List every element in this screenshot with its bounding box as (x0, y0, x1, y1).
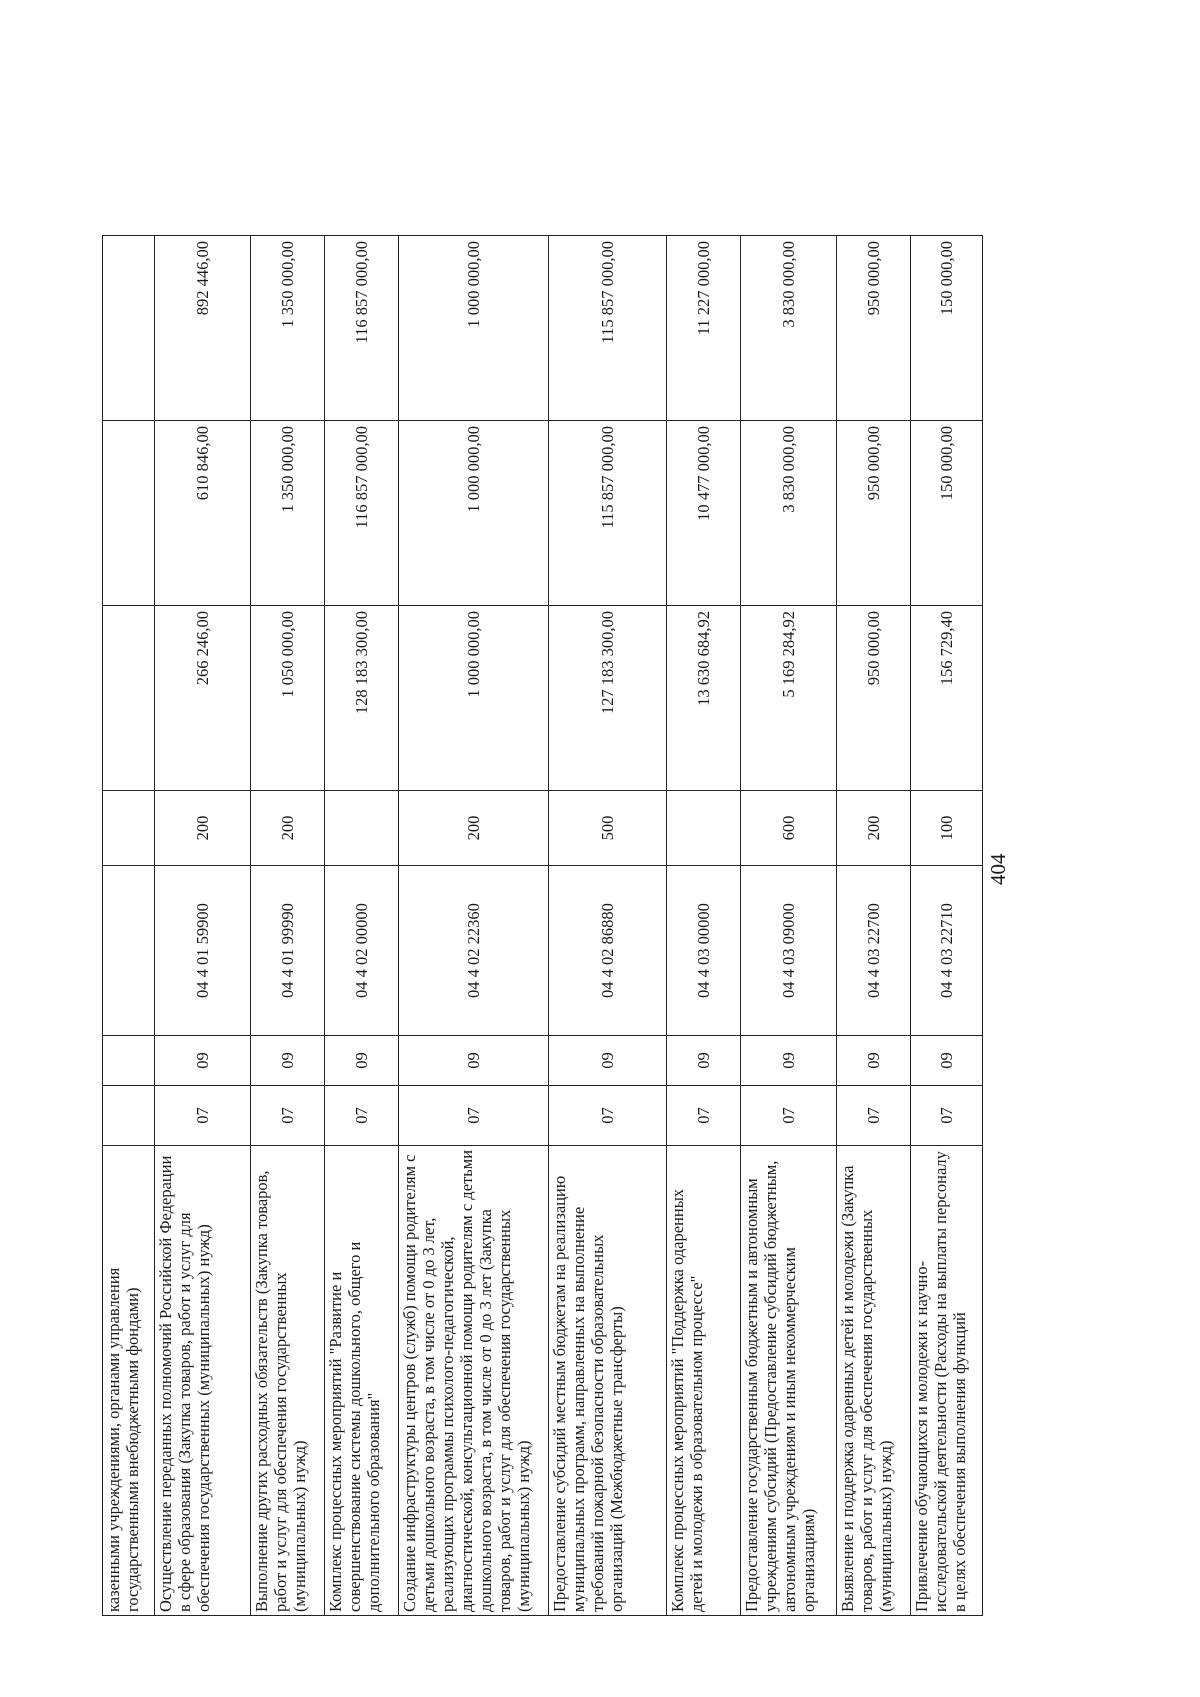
table-row (155, 236, 251, 1616)
section-code: 07 (399, 1086, 549, 1146)
section-code: 07 (911, 1086, 983, 1146)
amount-year-2: 115 857 000,00 (549, 421, 667, 606)
table-row (741, 236, 837, 1616)
section-code: 07 (251, 1086, 325, 1146)
expense-type-code: 600 (741, 791, 837, 866)
table-row (103, 236, 155, 1616)
amount-year-2: 150 000,00 (911, 421, 983, 606)
page-number: 404 (986, 853, 1010, 885)
subsection-code: 09 (251, 1036, 325, 1086)
section-code: 07 (741, 1086, 837, 1146)
section-code: 07 (837, 1086, 911, 1146)
amount-year-2: 610 846,00 (155, 421, 251, 606)
amount-year-2: 116 857 000,00 (325, 421, 399, 606)
table-row (911, 236, 983, 1616)
amount-year-3: 950 000,00 (837, 236, 911, 421)
section-code (103, 1086, 155, 1146)
target-article-code: 04 4 03 00000 (667, 866, 741, 1036)
budget-table (102, 235, 983, 1616)
row-description: Предоставление субсидий местным бюджетам на реализацию муниципальных программ, направленных на выполнение требований пожарной безопасности образовательных организаций (Межбюджетные трансферты) (549, 1146, 667, 1616)
table-row (549, 236, 667, 1616)
target-article-code: 04 4 02 22360 (399, 866, 549, 1036)
amount-year-1: 266 246,00 (155, 606, 251, 791)
amount-year-2: 10 477 000,00 (667, 421, 741, 606)
expense-type-code: 100 (911, 791, 983, 866)
amount-year-1: 1 000 000,00 (399, 606, 549, 791)
amount-year-1: 1 050 000,00 (251, 606, 325, 791)
section-code: 07 (325, 1086, 399, 1146)
expense-type-code: 200 (399, 791, 549, 866)
amount-year-1: 156 729,40 (911, 606, 983, 791)
subsection-code: 09 (667, 1036, 741, 1086)
subsection-code: 09 (837, 1036, 911, 1086)
target-article-code: 04 4 01 59900 (155, 866, 251, 1036)
table-row (837, 236, 911, 1616)
section-code: 07 (155, 1086, 251, 1146)
amount-year-2: 1 000 000,00 (399, 421, 549, 606)
amount-year-3: 1 350 000,00 (251, 236, 325, 421)
subsection-code: 09 (549, 1036, 667, 1086)
amount-year-3: 3 830 000,00 (741, 236, 837, 421)
target-article-code: 04 4 03 09000 (741, 866, 837, 1036)
amount-year-3: 150 000,00 (911, 236, 983, 421)
amount-year-1: 13 630 684,92 (667, 606, 741, 791)
amount-year-1: 127 183 300,00 (549, 606, 667, 791)
subsection-code: 09 (325, 1036, 399, 1086)
expense-type-code: 200 (837, 791, 911, 866)
expense-type-code (325, 791, 399, 866)
table-row (251, 236, 325, 1616)
section-code: 07 (667, 1086, 741, 1146)
subsection-code (103, 1036, 155, 1086)
target-article-code (103, 866, 155, 1036)
rotated-page (0, 110, 1074, 1670)
subsection-code: 09 (911, 1036, 983, 1086)
amount-year-1 (103, 606, 155, 791)
amount-year-3 (103, 236, 155, 421)
amount-year-2: 950 000,00 (837, 421, 911, 606)
row-description: Комплекс процессных мероприятий "Поддержка одаренных детей и молодежи в образовательном процессе" (667, 1146, 741, 1616)
expense-type-code: 200 (155, 791, 251, 866)
row-description: Предоставление государственным бюджетным и автономным учреждениям субсидий (Предоставление субсидий бюджетным, автономным учреждениям и иным некоммерческим организациям) (741, 1146, 837, 1616)
amount-year-2: 1 350 000,00 (251, 421, 325, 606)
amount-year-3: 115 857 000,00 (549, 236, 667, 421)
row-description: Осуществление переданных полномочий Российской Федерации в сфере образования (Закупка товаров, работ и услуг для обеспечения государственных (муниципальных) нужд) (155, 1146, 251, 1616)
amount-year-1: 5 169 284,92 (741, 606, 837, 791)
section-code: 07 (549, 1086, 667, 1146)
row-description: Привлечение обучающихся и молодежи к научно-исследовательской деятельности (Расходы на выплаты персоналу в целях обеспечения выполнения функций (911, 1146, 983, 1616)
subsection-code: 09 (155, 1036, 251, 1086)
table-row (399, 236, 549, 1616)
target-article-code: 04 4 03 22700 (837, 866, 911, 1036)
row-description: Выполнение других расходных обязательств (Закупка товаров, работ и услуг для обеспечения государственных (муниципальных) нужд) (251, 1146, 325, 1616)
subsection-code: 09 (741, 1036, 837, 1086)
amount-year-3: 892 446,00 (155, 236, 251, 421)
target-article-code: 04 4 02 86880 (549, 866, 667, 1036)
expense-type-code: 200 (251, 791, 325, 866)
amount-year-3: 116 857 000,00 (325, 236, 399, 421)
amount-year-3: 11 227 000,00 (667, 236, 741, 421)
expense-type-code (667, 791, 741, 866)
target-article-code: 04 4 01 99990 (251, 866, 325, 1036)
amount-year-2 (103, 421, 155, 606)
expense-type-code: 500 (549, 791, 667, 866)
subsection-code: 09 (399, 1036, 549, 1086)
table-row (325, 236, 399, 1616)
amount-year-1: 950 000,00 (837, 606, 911, 791)
amount-year-1: 128 183 300,00 (325, 606, 399, 791)
target-article-code: 04 4 02 00000 (325, 866, 399, 1036)
row-description: Комплекс процессных мероприятий "Развитие и совершенствование системы дошкольного, общего и дополнительного образования" (325, 1146, 399, 1616)
row-description: Создание инфраструктуры центров (служб) помощи родителям с детьми дошкольного возраста, в том числе от 0 до 3 лет, реализующих программы психолого-педагогической, диагностической, консультационной помощи родителям с детьми дошкольного возраста, в том числе от 0 до 3 лет (Закупка товаров, работ и услуг для обеспечения государственных (муниципальных) нужд) (399, 1146, 549, 1616)
table-row (667, 236, 741, 1616)
expense-type-code (103, 791, 155, 866)
amount-year-3: 1 000 000,00 (399, 236, 549, 421)
row-description: Выявление и поддержка одаренных детей и молодежи (Закупка товаров, работ и услуг для обеспечения государственных (муниципальных) нужд) (837, 1146, 911, 1616)
target-article-code: 04 4 03 22710 (911, 866, 983, 1036)
row-description: казенными учреждениями, органами управления государственными внебюджетными фондами) (103, 1146, 155, 1616)
amount-year-2: 3 830 000,00 (741, 421, 837, 606)
